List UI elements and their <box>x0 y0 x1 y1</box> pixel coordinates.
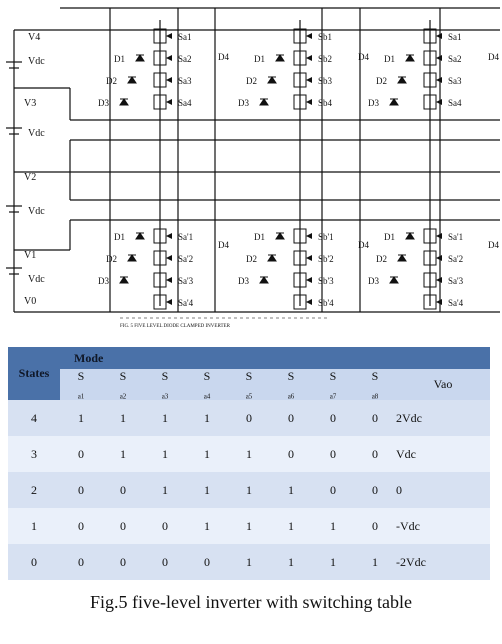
diode-upper <box>390 99 398 105</box>
switch-upper-2-2 <box>294 51 312 65</box>
switch-upper-3-2 <box>424 51 442 65</box>
switch-value-cell: 0 <box>102 508 144 544</box>
switch-lower-1-1 <box>154 229 172 243</box>
switch-label-lower: Sb'1 <box>318 232 334 242</box>
switch-value-cell: 1 <box>312 508 354 544</box>
voltage-label-v1: V1 <box>24 250 37 261</box>
diode-upper <box>136 55 144 61</box>
diode-label-d4-upper: D4 <box>218 52 229 62</box>
switch-value-cell: 0 <box>354 508 396 544</box>
switch-value-cell: 0 <box>312 436 354 472</box>
switch-value-cell: 0 <box>144 508 186 544</box>
switch-label-upper: Sb2 <box>318 54 333 64</box>
switch-label-lower: Sa'4 <box>178 298 194 308</box>
vdc-label-4: Vdc <box>28 274 45 285</box>
switch-label-lower: Sb'2 <box>318 254 334 264</box>
switch-value-cell: 0 <box>354 472 396 508</box>
table-row <box>8 544 490 580</box>
diode-label-d4-lower: D4 <box>358 240 369 250</box>
switch-value-cell: 1 <box>354 544 396 580</box>
switch-lower-3-4 <box>424 295 442 309</box>
switch-upper-1-1 <box>154 29 172 43</box>
switch-label-lower: Sa'1 <box>178 232 194 242</box>
switch-upper-1-4 <box>154 95 172 109</box>
diode-lower <box>136 233 144 239</box>
switch-label-upper: Sa1 <box>448 32 462 42</box>
switch-value-cell: 0 <box>270 400 312 436</box>
switch-label-upper: Sa1 <box>178 32 192 42</box>
diode-upper <box>128 77 136 83</box>
switch-value-cell: 1 <box>228 508 270 544</box>
switch-value-cell: 1 <box>60 400 102 436</box>
vout-cell: 0 <box>396 472 490 508</box>
diode-label-lower: D1 <box>254 232 265 242</box>
table-row <box>8 400 490 436</box>
vdc-label-2: Vdc <box>28 128 45 139</box>
switch-label-upper: Sa4 <box>178 98 192 108</box>
switch-value-cell: 0 <box>228 400 270 436</box>
switch-label-upper: Sa2 <box>448 54 462 64</box>
switch-value-cell: 0 <box>354 436 396 472</box>
switch-upper-2-3 <box>294 73 312 87</box>
switch-lower-2-1 <box>294 229 312 243</box>
switch-value-cell: 1 <box>228 544 270 580</box>
vout-cell: -2Vdc <box>396 544 490 580</box>
switch-value-cell: 0 <box>60 544 102 580</box>
diode-lower <box>276 233 284 239</box>
switch-value-cell: 0 <box>312 472 354 508</box>
switch-value-cell: 0 <box>60 508 102 544</box>
diode-label-lower: D2 <box>376 254 387 264</box>
switch-lower-3-1 <box>424 229 442 243</box>
switch-upper-3-4 <box>424 95 442 109</box>
switch-value-cell: 0 <box>354 400 396 436</box>
switch-header-4: S $_{a4}$ <box>186 369 228 400</box>
switch-value-cell: 1 <box>228 436 270 472</box>
diode-upper <box>406 55 414 61</box>
vdc-label-1: Vdc <box>28 56 45 67</box>
switch-value-cell: 0 <box>60 436 102 472</box>
switching-table <box>8 347 490 580</box>
switch-lower-3-3 <box>424 273 442 287</box>
switch-lower-2-4 <box>294 295 312 309</box>
vout-cell: Vdc <box>396 436 490 472</box>
diode-upper <box>276 55 284 61</box>
diode-lower <box>390 277 398 283</box>
diode-lower <box>120 277 128 283</box>
diode-lower <box>398 255 406 261</box>
switch-value-cell: 0 <box>102 544 144 580</box>
switch-header-2: S $_{a2}$ <box>102 369 144 400</box>
switch-value-cell: 1 <box>270 508 312 544</box>
diode-lower <box>268 255 276 261</box>
figure-caption: Fig.5 five-level inverter with switching table <box>90 592 412 612</box>
switch-upper-1-3 <box>154 73 172 87</box>
table-row <box>8 508 490 544</box>
diode-label-d4-upper: D4 <box>358 52 369 62</box>
switch-value-cell: 1 <box>270 472 312 508</box>
switch-label-lower: Sa'4 <box>448 298 464 308</box>
switch-value-cell: 0 <box>144 544 186 580</box>
diode-label-d4-lower: D4 <box>218 240 229 250</box>
switch-label-upper: Sa4 <box>448 98 462 108</box>
diode-lower <box>406 233 414 239</box>
switch-upper-3-3 <box>424 73 442 87</box>
voltage-label-v0: V0 <box>24 296 37 307</box>
switch-value-cell: 1 <box>144 436 186 472</box>
diode-label-upper: D3 <box>238 98 249 108</box>
voltage-label-v3: V3 <box>24 98 37 109</box>
diode-label-upper: D1 <box>384 54 395 64</box>
switch-value-cell: 1 <box>102 400 144 436</box>
state-cell: 3 <box>8 436 60 472</box>
switch-value-cell: 1 <box>186 400 228 436</box>
switch-header-3: S $_{a3}$ <box>144 369 186 400</box>
diode-label-upper: D1 <box>254 54 265 64</box>
switch-label-lower: Sa'3 <box>448 276 464 286</box>
diode-upper <box>260 99 268 105</box>
state-cell: 1 <box>8 508 60 544</box>
switch-label-upper: Sa2 <box>178 54 192 64</box>
diode-label-lower: D1 <box>114 232 125 242</box>
switch-lower-1-3 <box>154 273 172 287</box>
switch-label-lower: Sa'1 <box>448 232 464 242</box>
switch-header-5: S $_{a5}$ <box>228 369 270 400</box>
switch-lower-1-2 <box>154 251 172 265</box>
diode-label-upper: D3 <box>98 98 109 108</box>
switch-value-cell: 0 <box>270 436 312 472</box>
switch-label-upper: Sa3 <box>178 76 192 86</box>
diode-label-lower: D1 <box>384 232 395 242</box>
switch-value-cell: 1 <box>144 400 186 436</box>
switch-value-cell: 0 <box>60 472 102 508</box>
switch-header-6: S $_{a6}$ <box>270 369 312 400</box>
switch-upper-3-1 <box>424 29 442 43</box>
switch-lower-1-4 <box>154 295 172 309</box>
table-row <box>8 436 490 472</box>
states-header: States <box>8 347 60 400</box>
diode-label-d4-lower: D4 <box>488 240 499 250</box>
diode-label-upper: D1 <box>114 54 125 64</box>
switch-value-cell: 1 <box>270 544 312 580</box>
diode-label-upper: D2 <box>106 76 117 86</box>
state-cell: 2 <box>8 472 60 508</box>
vout-cell: -Vdc <box>396 508 490 544</box>
diode-label-lower: D3 <box>368 276 379 286</box>
switch-value-cell: 1 <box>228 472 270 508</box>
switch-label-upper: Sb4 <box>318 98 333 108</box>
switch-upper-2-1 <box>294 29 312 43</box>
mode-header: Mode <box>60 347 490 369</box>
switch-header-1: S $_{a1}$ <box>60 369 102 400</box>
diode-label-upper: D2 <box>246 76 257 86</box>
vdc-label-3: Vdc <box>28 206 45 217</box>
diode-label-lower: D3 <box>238 276 249 286</box>
switch-label-upper: Sb1 <box>318 32 333 42</box>
switch-value-cell: 1 <box>144 472 186 508</box>
vout-header: Vao <box>396 369 490 400</box>
switch-label-upper: Sa3 <box>448 76 462 86</box>
diode-label-lower: D3 <box>98 276 109 286</box>
switch-value-cell: 0 <box>102 472 144 508</box>
switch-lower-2-3 <box>294 273 312 287</box>
state-cell: 4 <box>8 400 60 436</box>
switch-header-7: S $_{a7}$ <box>312 369 354 400</box>
diode-upper <box>120 99 128 105</box>
switch-label-lower: Sa'3 <box>178 276 194 286</box>
diode-label-lower: D2 <box>106 254 117 264</box>
diode-lower <box>128 255 136 261</box>
diode-upper <box>398 77 406 83</box>
diode-label-lower: D2 <box>246 254 257 264</box>
switch-header-8: S $_{a8}$ <box>354 369 396 400</box>
switch-value-cell: 1 <box>186 472 228 508</box>
voltage-label-v2: V2 <box>24 172 37 183</box>
diagram-title: FIG. 5 FIVE LEVEL DIODE CLAMPED INVERTER <box>120 324 230 329</box>
switch-label-lower: Sa'2 <box>448 254 464 264</box>
switch-value-cell: 0 <box>312 400 354 436</box>
diode-label-upper: D2 <box>376 76 387 86</box>
switch-value-cell: 1 <box>186 508 228 544</box>
switch-value-cell: 1 <box>102 436 144 472</box>
diode-upper <box>268 77 276 83</box>
switch-label-lower: Sb'3 <box>318 276 334 286</box>
diode-label-upper: D3 <box>368 98 379 108</box>
voltage-label-v4: V4 <box>28 32 41 43</box>
diode-label-d4-upper: D4 <box>488 52 499 62</box>
state-cell: 0 <box>8 544 60 580</box>
switch-value-cell: 1 <box>312 544 354 580</box>
switch-label-upper: Sb3 <box>318 76 333 86</box>
switch-upper-2-4 <box>294 95 312 109</box>
table-row <box>8 472 490 508</box>
switch-value-cell: 0 <box>186 544 228 580</box>
switch-lower-2-2 <box>294 251 312 265</box>
diode-lower <box>260 277 268 283</box>
switch-lower-3-2 <box>424 251 442 265</box>
switch-label-lower: Sa'2 <box>178 254 194 264</box>
switch-value-cell: 1 <box>186 436 228 472</box>
switch-label-lower: Sb'4 <box>318 298 334 308</box>
switch-upper-1-2 <box>154 51 172 65</box>
vout-cell: 2Vdc <box>396 400 490 436</box>
